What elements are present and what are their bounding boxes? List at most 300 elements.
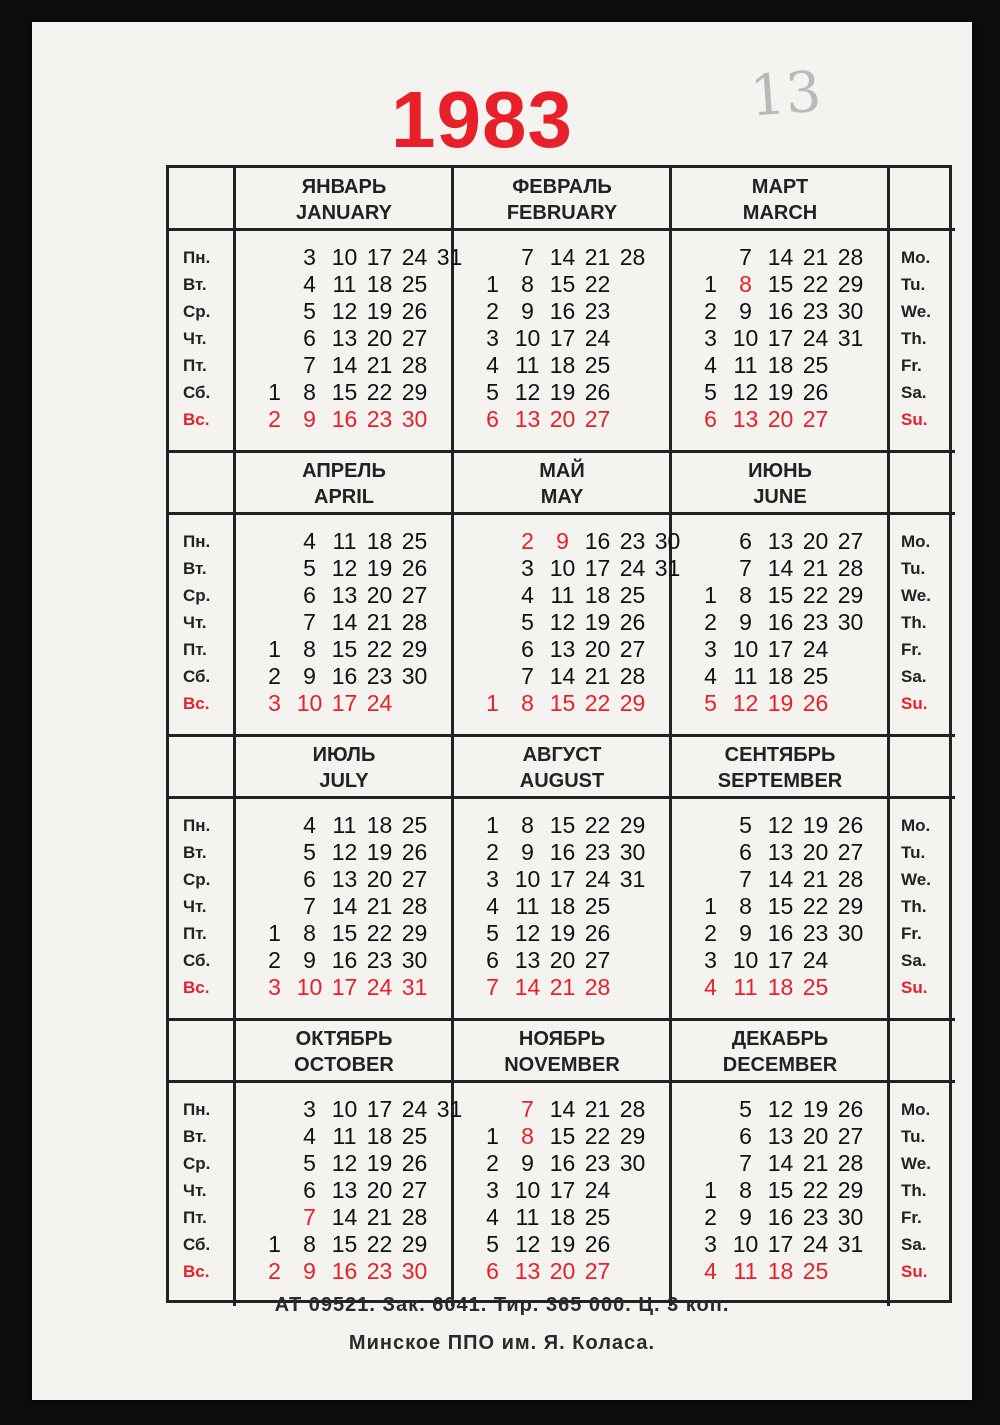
day-cell bbox=[615, 1258, 650, 1285]
day-cell: 14 bbox=[767, 555, 794, 581]
day-cell: 19 bbox=[549, 920, 576, 946]
week-column bbox=[397, 244, 432, 433]
day-cell: 25 bbox=[802, 974, 829, 1000]
day-cell: 25 bbox=[401, 1123, 428, 1149]
day-cell bbox=[615, 379, 650, 406]
day-cell: 7 bbox=[739, 555, 752, 581]
day-cell bbox=[257, 244, 292, 271]
day-cell: 11 bbox=[733, 663, 758, 689]
day-cell: 3 bbox=[486, 325, 499, 351]
day-cell: 31 bbox=[837, 1231, 864, 1257]
month-days bbox=[475, 528, 685, 717]
day-cell bbox=[257, 582, 292, 609]
day-cell: 22 bbox=[802, 582, 829, 608]
weekday-labels-ru bbox=[183, 812, 210, 1001]
day-cell: 8 bbox=[739, 582, 752, 608]
week-column bbox=[728, 1096, 763, 1285]
weekday-label: Вт. bbox=[183, 559, 207, 578]
weekday-label: Пт. bbox=[183, 924, 207, 943]
month-header bbox=[235, 1026, 453, 1078]
day-cell: 22 bbox=[366, 379, 393, 405]
day-cell: 19 bbox=[802, 1096, 829, 1122]
day-cell: 12 bbox=[549, 609, 576, 635]
week-column bbox=[763, 244, 798, 433]
day-cell: 9 bbox=[521, 298, 534, 324]
week-column bbox=[397, 812, 432, 1001]
weekday-labels-en bbox=[901, 528, 931, 717]
day-cell bbox=[257, 1150, 292, 1177]
day-cell: 28 bbox=[401, 893, 428, 919]
day-cell: 18 bbox=[366, 812, 393, 838]
day-cell: 13 bbox=[767, 1123, 794, 1149]
day-cell: 25 bbox=[619, 582, 646, 608]
month-name-en: FEBRUARY bbox=[506, 202, 618, 224]
week-column bbox=[327, 812, 362, 1001]
day-cell: 17 bbox=[767, 947, 794, 973]
day-cell: 26 bbox=[401, 298, 428, 324]
day-cell: 25 bbox=[802, 352, 829, 378]
month-name-en: JULY bbox=[319, 770, 369, 792]
week-column bbox=[510, 528, 545, 717]
day-cell: 21 bbox=[802, 555, 829, 581]
weekday-label: Tu. bbox=[901, 843, 926, 862]
day-cell: 12 bbox=[767, 812, 794, 838]
day-cell bbox=[432, 1258, 467, 1285]
day-cell: 22 bbox=[584, 690, 611, 716]
day-cell: 6 bbox=[739, 1123, 752, 1149]
day-cell: 10 bbox=[296, 690, 323, 716]
day-cell: 17 bbox=[549, 866, 576, 892]
day-cell: 13 bbox=[514, 1258, 541, 1284]
weekday-labels-ru bbox=[183, 244, 210, 433]
weekday-label: We. bbox=[901, 870, 931, 889]
day-cell: 2 bbox=[704, 609, 717, 635]
day-cell bbox=[650, 582, 685, 609]
day-cell: 20 bbox=[584, 636, 611, 662]
day-cell: 6 bbox=[486, 406, 499, 432]
day-cell: 2 bbox=[486, 839, 499, 865]
day-cell: 21 bbox=[366, 609, 393, 635]
month-days bbox=[693, 528, 868, 717]
week-column bbox=[362, 244, 397, 433]
month-name-ru: АПРЕЛЬ bbox=[302, 460, 386, 482]
weekday-label: Вт. bbox=[183, 1127, 207, 1146]
day-cell: 3 bbox=[521, 555, 534, 581]
day-cell: 12 bbox=[514, 379, 541, 405]
day-cell: 14 bbox=[514, 974, 541, 1000]
day-cell bbox=[257, 1204, 292, 1231]
day-cell: 18 bbox=[366, 528, 393, 554]
month-name-ru: АВГУСТ bbox=[522, 744, 602, 766]
day-cell: 7 bbox=[303, 352, 316, 378]
weekday-label: Пт. bbox=[183, 356, 207, 375]
day-cell: 21 bbox=[584, 244, 611, 270]
day-cell bbox=[257, 1177, 292, 1204]
weekday-label: Пт. bbox=[183, 1208, 207, 1227]
day-cell: 2 bbox=[268, 406, 281, 432]
day-cell: 3 bbox=[486, 1177, 499, 1203]
month-header bbox=[671, 174, 889, 226]
day-cell: 26 bbox=[802, 379, 829, 405]
weekday-label: Сб. bbox=[183, 383, 211, 402]
day-cell: 28 bbox=[401, 1204, 428, 1230]
day-cell: 21 bbox=[584, 1096, 611, 1122]
calendar-grid bbox=[166, 165, 952, 1303]
day-cell: 17 bbox=[331, 690, 358, 716]
month-days bbox=[475, 1096, 650, 1285]
day-cell: 1 bbox=[268, 1231, 281, 1257]
day-cell: 20 bbox=[366, 582, 393, 608]
day-cell: 27 bbox=[619, 636, 646, 662]
week-column bbox=[615, 244, 650, 433]
day-cell: 26 bbox=[584, 920, 611, 946]
day-cell: 27 bbox=[401, 582, 428, 608]
day-cell: 16 bbox=[767, 298, 794, 324]
day-cell bbox=[257, 893, 292, 920]
day-cell: 13 bbox=[549, 636, 576, 662]
day-cell: 30 bbox=[619, 1150, 646, 1176]
weekday-label: Вс. bbox=[183, 694, 210, 713]
day-cell: 3 bbox=[268, 974, 281, 1000]
day-cell: 26 bbox=[401, 1150, 428, 1176]
week-column bbox=[833, 528, 868, 717]
day-cell: 3 bbox=[268, 690, 281, 716]
day-cell: 30 bbox=[401, 663, 428, 689]
day-cell bbox=[693, 812, 728, 839]
day-cell bbox=[833, 379, 868, 406]
day-cell: 29 bbox=[619, 690, 646, 716]
day-cell: 29 bbox=[619, 1123, 646, 1149]
day-cell bbox=[257, 352, 292, 379]
day-cell: 4 bbox=[486, 893, 499, 919]
day-cell: 15 bbox=[549, 690, 576, 716]
day-cell: 27 bbox=[802, 406, 829, 432]
day-cell: 20 bbox=[549, 406, 576, 432]
day-cell: 8 bbox=[739, 893, 752, 919]
day-cell: 2 bbox=[704, 298, 717, 324]
month-name-en: NOVEMBER bbox=[504, 1054, 620, 1076]
day-cell bbox=[650, 690, 685, 717]
grid-line bbox=[169, 734, 955, 737]
day-cell: 30 bbox=[837, 298, 864, 324]
day-cell bbox=[475, 609, 510, 636]
day-cell: 5 bbox=[704, 379, 717, 405]
day-cell: 19 bbox=[802, 812, 829, 838]
day-cell: 2 bbox=[268, 663, 281, 689]
month-header bbox=[671, 742, 889, 794]
month-name-en: DECEMBER bbox=[722, 1054, 838, 1076]
month-name-ru: МАРТ bbox=[751, 176, 809, 198]
week-column bbox=[362, 812, 397, 1001]
day-cell: 26 bbox=[584, 379, 611, 405]
day-cell: 12 bbox=[732, 379, 759, 405]
weekday-label: Su. bbox=[901, 410, 928, 429]
month-name-ru: МАЙ bbox=[539, 460, 585, 482]
month-days bbox=[693, 812, 868, 1001]
day-cell: 24 bbox=[802, 325, 829, 351]
weekday-label: Su. bbox=[901, 1262, 928, 1281]
month-name-en: MARCH bbox=[742, 202, 818, 224]
day-cell: 9 bbox=[739, 920, 752, 946]
day-cell: 11 bbox=[332, 1123, 357, 1149]
day-cell: 26 bbox=[401, 839, 428, 865]
grid-line bbox=[169, 450, 955, 453]
day-cell: 28 bbox=[837, 244, 864, 270]
day-cell: 29 bbox=[401, 379, 428, 405]
week-column bbox=[510, 244, 545, 433]
week-column bbox=[693, 528, 728, 717]
day-cell bbox=[693, 1096, 728, 1123]
day-cell: 31 bbox=[401, 974, 428, 1000]
day-cell: 10 bbox=[514, 325, 541, 351]
day-cell: 13 bbox=[732, 406, 759, 432]
handwritten-note: 13 bbox=[747, 59, 824, 130]
day-cell bbox=[432, 352, 467, 379]
week-column bbox=[327, 528, 362, 717]
day-cell: 11 bbox=[332, 271, 357, 297]
day-cell: 14 bbox=[331, 893, 358, 919]
day-cell: 23 bbox=[802, 298, 829, 324]
day-cell: 25 bbox=[802, 1258, 829, 1284]
week-column bbox=[510, 1096, 545, 1285]
week-column bbox=[292, 528, 327, 717]
week-column bbox=[833, 1096, 868, 1285]
day-cell: 13 bbox=[331, 1177, 358, 1203]
month-name-ru: СЕНТЯБРЬ bbox=[724, 744, 836, 766]
month-header bbox=[235, 174, 453, 226]
day-cell: 15 bbox=[549, 271, 576, 297]
day-cell: 15 bbox=[331, 636, 358, 662]
day-cell: 4 bbox=[521, 582, 534, 608]
day-cell: 11 bbox=[515, 893, 540, 919]
day-cell: 28 bbox=[619, 244, 646, 270]
day-cell: 11 bbox=[332, 812, 357, 838]
day-cell: 27 bbox=[584, 406, 611, 432]
week-column bbox=[475, 812, 510, 1001]
day-cell: 14 bbox=[549, 244, 576, 270]
day-cell: 8 bbox=[521, 690, 534, 716]
day-cell: 1 bbox=[486, 812, 499, 838]
day-cell: 8 bbox=[521, 1123, 534, 1149]
week-column bbox=[615, 1096, 650, 1285]
day-cell: 27 bbox=[401, 325, 428, 351]
day-cell: 7 bbox=[486, 974, 499, 1000]
day-cell: 31 bbox=[837, 325, 864, 351]
month-name-ru: НОЯБРЬ bbox=[518, 1028, 606, 1050]
day-cell: 30 bbox=[401, 406, 428, 432]
day-cell: 7 bbox=[303, 609, 316, 635]
day-cell: 25 bbox=[584, 352, 611, 378]
day-cell: 19 bbox=[767, 379, 794, 405]
day-cell: 1 bbox=[268, 636, 281, 662]
weekday-label: Чт. bbox=[183, 613, 207, 632]
day-cell: 1 bbox=[268, 379, 281, 405]
day-cell: 9 bbox=[303, 663, 316, 689]
month-days bbox=[475, 244, 650, 433]
day-cell: 13 bbox=[331, 325, 358, 351]
day-cell: 12 bbox=[331, 555, 358, 581]
day-cell: 4 bbox=[704, 663, 717, 689]
day-cell bbox=[257, 812, 292, 839]
day-cell: 10 bbox=[296, 974, 323, 1000]
weekday-label: Ср. bbox=[183, 302, 211, 321]
day-cell: 3 bbox=[704, 1231, 717, 1257]
day-cell: 20 bbox=[366, 1177, 393, 1203]
day-cell: 8 bbox=[303, 920, 316, 946]
weekday-label: Sa. bbox=[901, 383, 927, 402]
weekday-labels-ru bbox=[183, 1096, 210, 1285]
day-cell bbox=[432, 1177, 467, 1204]
weekday-labels-en bbox=[901, 244, 931, 433]
day-cell: 20 bbox=[549, 1258, 576, 1284]
day-cell: 13 bbox=[767, 528, 794, 554]
day-cell: 22 bbox=[584, 812, 611, 838]
week-column bbox=[615, 528, 650, 717]
month-header bbox=[235, 458, 453, 510]
month-header bbox=[671, 458, 889, 510]
day-cell bbox=[615, 406, 650, 433]
week-column bbox=[327, 1096, 362, 1285]
day-cell: 19 bbox=[366, 298, 393, 324]
day-cell: 15 bbox=[549, 812, 576, 838]
day-cell: 25 bbox=[401, 812, 428, 838]
day-cell: 29 bbox=[837, 271, 864, 297]
day-cell: 19 bbox=[549, 379, 576, 405]
day-cell: 24 bbox=[401, 244, 428, 270]
month-name-en: SEPTEMBER bbox=[717, 770, 843, 792]
day-cell: 5 bbox=[486, 1231, 499, 1257]
day-cell bbox=[833, 406, 868, 433]
day-cell: 21 bbox=[366, 893, 393, 919]
month-name-en: AUGUST bbox=[519, 770, 605, 792]
day-cell bbox=[615, 974, 650, 1001]
day-cell: 18 bbox=[549, 352, 576, 378]
day-cell: 1 bbox=[486, 690, 499, 716]
day-cell: 20 bbox=[802, 1123, 829, 1149]
day-cell: 28 bbox=[837, 1150, 864, 1176]
day-cell: 24 bbox=[802, 1231, 829, 1257]
day-cell: 20 bbox=[802, 528, 829, 554]
day-cell: 23 bbox=[366, 406, 393, 432]
day-cell: 26 bbox=[619, 609, 646, 635]
day-cell: 5 bbox=[303, 1150, 316, 1176]
day-cell: 22 bbox=[584, 271, 611, 297]
day-cell bbox=[833, 1258, 868, 1285]
week-column bbox=[545, 244, 580, 433]
day-cell: 2 bbox=[486, 298, 499, 324]
day-cell bbox=[432, 271, 467, 298]
day-cell: 2 bbox=[268, 1258, 281, 1284]
day-cell: 2 bbox=[704, 920, 717, 946]
day-cell: 2 bbox=[268, 947, 281, 973]
day-cell: 27 bbox=[401, 866, 428, 892]
week-column bbox=[763, 528, 798, 717]
grid-line bbox=[169, 228, 955, 231]
day-cell: 14 bbox=[331, 1204, 358, 1230]
week-column bbox=[545, 528, 580, 717]
day-cell: 20 bbox=[549, 947, 576, 973]
day-cell: 22 bbox=[802, 893, 829, 919]
week-column bbox=[292, 1096, 327, 1285]
day-cell: 12 bbox=[331, 298, 358, 324]
day-cell: 10 bbox=[732, 1231, 759, 1257]
day-cell: 6 bbox=[303, 325, 316, 351]
day-cell: 12 bbox=[732, 690, 759, 716]
month-header bbox=[453, 742, 671, 794]
week-column bbox=[510, 812, 545, 1001]
day-cell: 6 bbox=[739, 839, 752, 865]
day-cell: 4 bbox=[704, 974, 717, 1000]
day-cell: 19 bbox=[584, 609, 611, 635]
month-header bbox=[671, 1026, 889, 1078]
month-days bbox=[475, 812, 650, 1001]
day-cell: 13 bbox=[514, 947, 541, 973]
month-header bbox=[453, 1026, 671, 1078]
day-cell: 1 bbox=[704, 271, 717, 297]
day-cell: 10 bbox=[514, 866, 541, 892]
day-cell: 5 bbox=[739, 1096, 752, 1122]
day-cell: 22 bbox=[366, 920, 393, 946]
day-cell: 24 bbox=[584, 325, 611, 351]
day-cell: 10 bbox=[732, 636, 759, 662]
day-cell: 3 bbox=[303, 1096, 316, 1122]
day-cell: 7 bbox=[521, 1096, 534, 1122]
day-cell: 13 bbox=[331, 866, 358, 892]
day-cell: 14 bbox=[767, 244, 794, 270]
week-column bbox=[257, 528, 292, 717]
day-cell bbox=[615, 352, 650, 379]
day-cell: 31 bbox=[619, 866, 646, 892]
day-cell: 25 bbox=[802, 663, 829, 689]
day-cell: 30 bbox=[654, 528, 681, 554]
month-name-en: OCTOBER bbox=[294, 1054, 394, 1076]
day-cell bbox=[615, 1204, 650, 1231]
grid-line bbox=[169, 512, 955, 515]
day-cell: 28 bbox=[619, 663, 646, 689]
day-cell bbox=[432, 1204, 467, 1231]
weekday-label: Sa. bbox=[901, 667, 927, 686]
day-cell: 30 bbox=[837, 1204, 864, 1230]
day-cell: 21 bbox=[802, 1150, 829, 1176]
day-cell bbox=[693, 555, 728, 582]
day-cell bbox=[615, 325, 650, 352]
weekday-label: Fr. bbox=[901, 356, 922, 375]
weekday-label: Ср. bbox=[183, 870, 211, 889]
day-cell: 16 bbox=[767, 609, 794, 635]
day-cell: 22 bbox=[584, 1123, 611, 1149]
day-cell: 18 bbox=[549, 893, 576, 919]
day-cell: 17 bbox=[331, 974, 358, 1000]
weekday-label: Mo. bbox=[901, 816, 931, 835]
day-cell: 7 bbox=[521, 663, 534, 689]
week-column bbox=[763, 1096, 798, 1285]
day-cell: 22 bbox=[802, 1177, 829, 1203]
day-cell: 6 bbox=[521, 636, 534, 662]
day-cell: 17 bbox=[549, 325, 576, 351]
grid-line bbox=[233, 168, 236, 1306]
day-cell: 28 bbox=[401, 352, 428, 378]
day-cell: 5 bbox=[739, 812, 752, 838]
day-cell: 23 bbox=[619, 528, 646, 554]
day-cell: 3 bbox=[303, 244, 316, 270]
weekday-label: Вс. bbox=[183, 1262, 210, 1281]
day-cell: 25 bbox=[401, 528, 428, 554]
weekday-label: Mo. bbox=[901, 532, 931, 551]
day-cell: 5 bbox=[303, 839, 316, 865]
day-cell: 4 bbox=[704, 1258, 717, 1284]
day-cell bbox=[650, 636, 685, 663]
day-cell: 3 bbox=[486, 866, 499, 892]
